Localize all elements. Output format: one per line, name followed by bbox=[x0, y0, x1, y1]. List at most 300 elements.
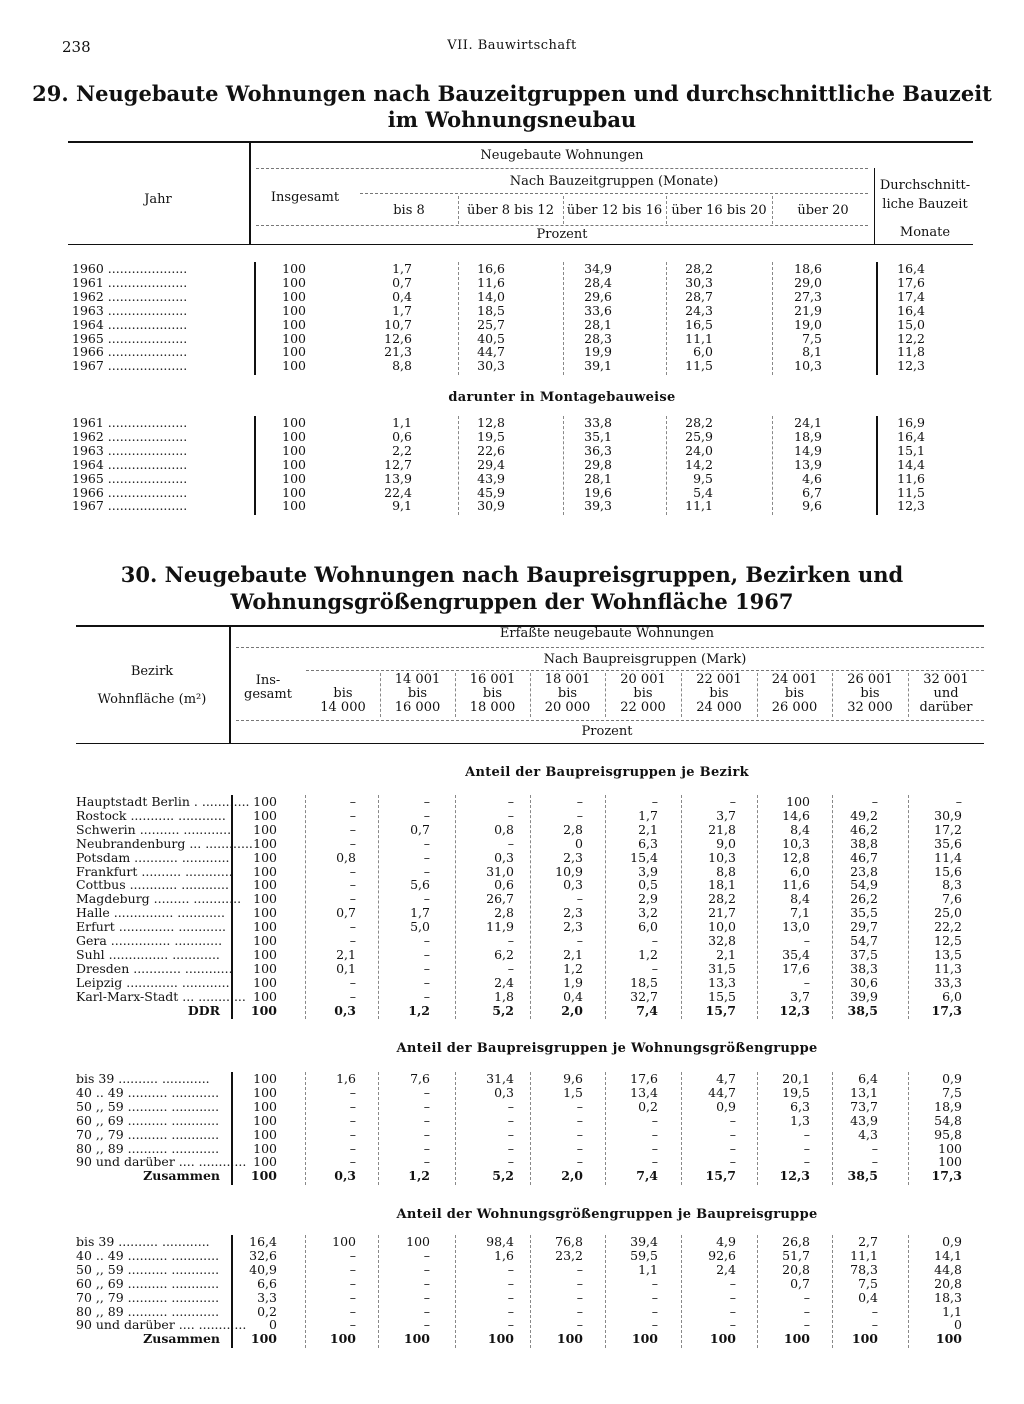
table29-montage-row-label: 1966 .................... bbox=[72, 484, 188, 500]
table30-groesse-cell: – bbox=[349, 1112, 356, 1128]
table30-anteil-cell: 18,3 bbox=[934, 1289, 962, 1305]
table30-bezirk-cell: – bbox=[576, 891, 583, 907]
table30-anteil-cell: 2,7 bbox=[858, 1234, 878, 1249]
table30-anteil-cell: – bbox=[349, 1261, 356, 1277]
table30-anteil-cell: 1,6 bbox=[494, 1247, 514, 1263]
table30-groesse-cell: – bbox=[349, 1140, 356, 1156]
table30-bezirk-cell: – bbox=[349, 863, 356, 879]
table29-montage-cell: 4,6 bbox=[802, 470, 822, 486]
table30-groesse-total-cell: 15,7 bbox=[705, 1168, 736, 1184]
table30-bezirk-cell: 3,7 bbox=[716, 807, 736, 823]
table29-montage-cell: 18,9 bbox=[794, 428, 822, 444]
table30-bezirk-cell: 2,3 bbox=[563, 849, 583, 865]
table30-bezirk-cell: 13,3 bbox=[708, 974, 736, 990]
table30-bezirk-cell: 46,7 bbox=[850, 849, 878, 865]
table30-anteil-cell: 76,8 bbox=[555, 1234, 583, 1249]
table30-bezirk-cell: 0,8 bbox=[494, 821, 514, 837]
table29-montage-cell: 100 bbox=[282, 428, 306, 444]
table30-bezirk-cell: 0,4 bbox=[563, 988, 583, 1004]
table29-all-row-label: 1962 .................... bbox=[72, 288, 188, 304]
table30-bezirk-cell: 100 bbox=[253, 919, 277, 935]
table30-groesse-cell: – bbox=[423, 1084, 430, 1100]
table30-anteil-separator bbox=[605, 1235, 606, 1348]
table30-bezirk-cell: – bbox=[349, 891, 356, 907]
table30-bezirk-cell: 0,3 bbox=[563, 877, 583, 893]
table29-montage-cell: 12,7 bbox=[384, 456, 412, 472]
table30-bezirk-cell: 100 bbox=[253, 946, 277, 962]
table30-anteil-cell: – bbox=[423, 1275, 430, 1291]
table29-montage-cell: 22,4 bbox=[384, 484, 412, 500]
table30-price-col-header: 16 000 bbox=[394, 700, 441, 715]
table30-bezirk-cell: – bbox=[507, 807, 514, 823]
table30-bezirk-cell: 38,8 bbox=[850, 835, 878, 851]
table30-anteil-cell: 92,6 bbox=[708, 1247, 736, 1263]
table29-all-cell: 28,2 bbox=[685, 261, 713, 276]
table30-anteil-row-label: 50 ,, 59 .......... ............ bbox=[76, 1261, 220, 1277]
table30-groesse-cell: – bbox=[507, 1112, 514, 1128]
table30-bezirk-cell: 1,9 bbox=[563, 974, 583, 990]
table30-title-line2: Wohnungsgrößengruppen der Wohnfläche 1967 bbox=[230, 589, 794, 614]
table30-bezirk-cell: 8,4 bbox=[790, 891, 810, 907]
table29-montage-cell: 24,0 bbox=[685, 442, 713, 458]
table29-all-cell: 10,3 bbox=[794, 358, 822, 374]
table29-col-8-12: über 8 bis 12 bbox=[467, 203, 554, 218]
table30-bezirk-cell: 2,1 bbox=[563, 946, 583, 962]
table30-anteil-cell: 0,2 bbox=[257, 1303, 277, 1319]
table30-price-col-header: 24 001 bbox=[771, 672, 818, 687]
table30-anteil-cell: – bbox=[729, 1275, 736, 1291]
table30-anteil-total-cell: 100 bbox=[631, 1331, 658, 1347]
table30-groesse-total-cell: 0,3 bbox=[334, 1168, 356, 1184]
table29-all-cell: 100 bbox=[282, 358, 306, 374]
table30-anteil-cell: – bbox=[349, 1303, 356, 1319]
table30-bezirk-cell: – bbox=[423, 794, 430, 809]
table30-anteil-cell: – bbox=[871, 1303, 878, 1319]
table30-anteil-cell: 20,8 bbox=[934, 1275, 962, 1291]
table30-price-col-header: bis bbox=[633, 686, 653, 701]
table30-groesse-cell: – bbox=[651, 1154, 658, 1170]
table30-bezirk-cell: 0,7 bbox=[410, 821, 430, 837]
table30-anteil-cell: 98,4 bbox=[486, 1234, 514, 1249]
table29-all-cell: 34,9 bbox=[584, 261, 612, 276]
table30-bezirk-cell: 6,3 bbox=[638, 835, 658, 851]
table30-bezirk-cell: 2,1 bbox=[716, 946, 736, 962]
table30-bezirk-cell: 100 bbox=[253, 891, 277, 907]
table30-bezirk-total-label: DDR bbox=[187, 1002, 220, 1018]
table30-bezirk-cell: – bbox=[507, 794, 514, 809]
table30-groesse-cell: – bbox=[423, 1098, 430, 1114]
table29-all-cell: 12,6 bbox=[384, 330, 412, 346]
table30-price-col-header: 14 000 bbox=[320, 700, 366, 715]
table29-montage-cell: 19,5 bbox=[477, 428, 505, 444]
table30-bezirk-row-label: Gera ............... ............ bbox=[76, 933, 223, 948]
table30-bezirk-cell: – bbox=[349, 794, 356, 809]
table30-bezirk-cell: 2,3 bbox=[563, 919, 583, 935]
table30-bezirk-cell: 100 bbox=[253, 794, 277, 809]
table29-all-cell: 100 bbox=[282, 330, 306, 346]
table30-bezirk-row-label: Hauptstadt Berlin . ............ bbox=[76, 794, 250, 809]
table29-all-cell: 100 bbox=[282, 302, 306, 318]
table30-groesse-cell: 95,8 bbox=[934, 1126, 962, 1142]
table29-all-separator bbox=[563, 262, 564, 375]
table30-groesse-cell: 13,1 bbox=[850, 1084, 878, 1100]
table30-bezirk-cell: 25,0 bbox=[934, 905, 962, 921]
table30-bezirk-cell: – bbox=[349, 988, 356, 1004]
table30-bezirk-cell: 6,0 bbox=[638, 919, 658, 935]
table30-price-col-header: darüber bbox=[919, 700, 973, 715]
table30-groesse-cell: – bbox=[576, 1140, 583, 1156]
table29-montage-separator bbox=[772, 416, 773, 515]
table30-anteil-cell: – bbox=[507, 1289, 514, 1305]
table30-groesse-separator bbox=[455, 1072, 456, 1185]
table29-montage-cell: 16,9 bbox=[897, 415, 925, 430]
table29-title-line2: im Wohnungsneubau bbox=[387, 107, 637, 132]
table30-anteil-cell: 14,1 bbox=[934, 1247, 962, 1263]
table30-groesse-cell: – bbox=[349, 1084, 356, 1100]
table30-section-anteil-groesse: Anteil der Wohnungsgrößengruppen je Baupreisgruppe bbox=[396, 1207, 818, 1222]
table30-anteil-total-cell: 100 bbox=[487, 1331, 514, 1347]
table29-unit-monate: Monate bbox=[899, 225, 951, 240]
table30-groesse-separator bbox=[605, 1072, 606, 1185]
table30-groesse-total-cell: 1,2 bbox=[408, 1168, 430, 1184]
table30-anteil-cell: 0,9 bbox=[942, 1234, 962, 1249]
table30-bezirk-cell: 100 bbox=[786, 794, 810, 809]
table30-groesse-row-label: 70 ,, 79 .......... ............ bbox=[76, 1126, 220, 1142]
table30-price-col-header: 14 001 bbox=[394, 672, 441, 687]
table30-bezirk-cell: 31,0 bbox=[486, 863, 514, 879]
table30-bezirk-cell: 1,2 bbox=[638, 946, 658, 962]
table30-bezirk-cell: 46,2 bbox=[850, 821, 878, 837]
table30-bezirk-separator bbox=[757, 795, 758, 1019]
table30-bezirk-cell: – bbox=[349, 807, 356, 823]
table30-price-col-header: bis bbox=[557, 686, 578, 701]
table30-bezirk-separator bbox=[530, 795, 531, 1019]
table30-groesse-cell: – bbox=[729, 1112, 736, 1128]
table29-montage-cell: 16,4 bbox=[897, 428, 925, 444]
table30-bezirk-cell: 8,8 bbox=[716, 863, 736, 879]
table30-groesse-cell: 0,2 bbox=[638, 1098, 658, 1114]
table30-bezirk-cell: – bbox=[871, 794, 878, 809]
table29-montage-cell: 19,6 bbox=[584, 484, 612, 500]
table30-groesse-total-cell: 17,3 bbox=[931, 1168, 962, 1184]
table29-montage-cell: 14,4 bbox=[897, 456, 925, 472]
table29-montage-cell: 29,8 bbox=[584, 456, 612, 472]
table29-all-row-label: 1965 .................... bbox=[72, 330, 188, 346]
table30-anteil-cell: – bbox=[576, 1261, 583, 1277]
table30-bezirk-total-cell: 15,7 bbox=[705, 1002, 736, 1018]
table29-all-cell: 0,7 bbox=[392, 274, 412, 290]
table30-bezirk-cell: 10,3 bbox=[782, 835, 810, 851]
table30-groesse-cell: 1,3 bbox=[790, 1112, 810, 1128]
table30-bezirk-cell: 11,6 bbox=[782, 877, 810, 893]
table29-all-row-label: 1967 .................... bbox=[72, 358, 188, 374]
table30-groesse-separator bbox=[757, 1072, 758, 1185]
table30-anteil-cell: 100 bbox=[332, 1234, 356, 1249]
table30-bezirk-row-label: Halle ............... ............ bbox=[76, 905, 225, 921]
table29-all-cell: 12,2 bbox=[897, 330, 925, 346]
table30-anteil-separator bbox=[757, 1235, 758, 1348]
table30-anteil-separator bbox=[530, 1235, 531, 1348]
table30-groesse-cell: – bbox=[423, 1140, 430, 1156]
table30-anteil-row-label: 90 und darüber .... ............ bbox=[76, 1317, 247, 1333]
table30-bezirk-cell: – bbox=[576, 933, 583, 948]
table30-anteil-cell: – bbox=[507, 1275, 514, 1291]
table30-bezirk-row-label: Karl-Marx-Stadt ... ............ bbox=[76, 988, 246, 1004]
table30-groesse-row-label: 40 .. 49 .......... ............ bbox=[76, 1084, 220, 1100]
table30-price-col-header: 20 001 bbox=[620, 672, 666, 687]
table29-all-cell: 11,1 bbox=[685, 330, 713, 346]
table30-bezirk-total-cell: 12,3 bbox=[779, 1002, 810, 1018]
table30-anteil-cell: 39,4 bbox=[630, 1234, 658, 1249]
table30-bezirk-cell: 35,4 bbox=[782, 946, 810, 962]
table29-all-cell: 100 bbox=[282, 344, 306, 360]
table30-anteil-total-cell: 100 bbox=[403, 1331, 430, 1347]
table30-groesse-cell: – bbox=[576, 1154, 583, 1170]
table30-bezirk-cell: 13,0 bbox=[782, 919, 810, 935]
table30-bezirk-separator bbox=[605, 795, 606, 1019]
table30-anteil-cell: 3,3 bbox=[257, 1289, 277, 1305]
table30-anteil-cell: 44,8 bbox=[934, 1261, 962, 1277]
table30-bezirk-cell: – bbox=[507, 960, 514, 976]
table30-bezirk-cell: 23,8 bbox=[850, 863, 878, 879]
table30-bezirk-cell: 7,6 bbox=[942, 891, 962, 907]
table29-title-line1: 29. Neugebaute Wohnungen nach Bauzeitgruppen und durchschnittliche Bauzeit bbox=[32, 81, 992, 106]
table30-bezirk-cell: 5,6 bbox=[410, 877, 430, 893]
table30-price-col-header: bis bbox=[709, 686, 729, 701]
table30-groesse-cell: – bbox=[651, 1126, 658, 1142]
table30-groesse-row-label: bis 39 .......... ............ bbox=[76, 1071, 210, 1086]
table30-bezirk-cell: – bbox=[423, 849, 430, 865]
table29-montage-cell: 24,1 bbox=[794, 415, 822, 430]
table29-header-neugebaute: Neugebaute Wohnungen bbox=[480, 148, 644, 163]
table29-montage-row-label: 1961 .................... bbox=[72, 415, 188, 430]
table29-all-cell: 12,3 bbox=[897, 358, 925, 374]
table30-bezirk-cell: 10,9 bbox=[555, 863, 583, 879]
table30-bezirk-separator bbox=[378, 795, 379, 1019]
table30-price-col-header: 18 000 bbox=[469, 700, 516, 715]
table30-bezirk-cell: 11,3 bbox=[934, 960, 962, 976]
table30-bezirk-cell: 8,4 bbox=[790, 821, 810, 837]
table30-groesse-cell: – bbox=[729, 1140, 736, 1156]
table29-montage-cell: 22,6 bbox=[477, 442, 505, 458]
table29-montage-cell: 14,2 bbox=[685, 456, 713, 472]
table30-bezirk-cell: 0,3 bbox=[494, 849, 514, 865]
table29-all-cell: 21,3 bbox=[384, 344, 412, 360]
table30-bezirk-separator bbox=[305, 795, 306, 1019]
table30-bezirk-cell: 2,1 bbox=[336, 946, 356, 962]
table30-groesse-cell: – bbox=[423, 1112, 430, 1128]
table30-bezirk-cell: 15,4 bbox=[630, 849, 658, 865]
table29-col-durchschnitt-1: Durchschnitt- bbox=[879, 178, 971, 193]
table30-bezirk-cell: 21,7 bbox=[708, 905, 736, 921]
table30-bezirk-cell: – bbox=[349, 821, 356, 837]
table30-groesse-cell: 100 bbox=[938, 1140, 962, 1156]
table30-bezirk-cell: 2,9 bbox=[638, 891, 658, 907]
table29-montage-separator bbox=[666, 416, 667, 515]
table30-groesse-cell: 54,8 bbox=[934, 1112, 962, 1128]
table30-anteil-cell: – bbox=[507, 1261, 514, 1277]
table30-bezirk-cell: 30,6 bbox=[850, 974, 878, 990]
table30-bezirk-cell: 7,1 bbox=[790, 905, 810, 921]
table29-all-cell: 1,7 bbox=[392, 302, 412, 318]
table29-all-cell: 14,0 bbox=[477, 288, 505, 304]
table29-col-insgesamt: Insgesamt bbox=[270, 190, 340, 205]
table30-anteil-separator bbox=[378, 1235, 379, 1348]
table30-anteil-total-cell: 100 bbox=[783, 1331, 810, 1347]
table30-anteil-separator bbox=[305, 1235, 306, 1348]
table30-bezirk-cell: 100 bbox=[253, 933, 277, 948]
table30-bezirk-cell: – bbox=[423, 835, 430, 851]
table29-montage-cell: 12,3 bbox=[897, 498, 925, 514]
table30-groesse-cell: 100 bbox=[938, 1154, 962, 1170]
table30-bezirk-cell: 0,5 bbox=[638, 877, 658, 893]
table30-bezirk-cell: 11,9 bbox=[486, 919, 514, 935]
table30-anteil-row-label: 80 ,, 89 .......... ............ bbox=[76, 1303, 220, 1319]
table30-bezirk-cell: 38,3 bbox=[850, 960, 878, 976]
table29-header-bauzeitgruppen: Nach Bauzeitgruppen (Monate) bbox=[509, 174, 719, 189]
table30-anteil-cell: – bbox=[803, 1289, 810, 1305]
table30-groesse-total-label: Zusammen bbox=[143, 1168, 220, 1184]
table29-montage-cell: 100 bbox=[282, 415, 306, 430]
table30-bezirk-separator bbox=[681, 795, 682, 1019]
table30-groesse-cell: 0,3 bbox=[494, 1084, 514, 1100]
table30-groesse-cell: 100 bbox=[253, 1112, 277, 1128]
table29-col-16-20: über 16 bis 20 bbox=[671, 203, 767, 218]
table30-bezirk-cell: 13,5 bbox=[934, 946, 962, 962]
table30-bezirk-cell: 1,2 bbox=[563, 960, 583, 976]
table30-anteil-total-cell: 100 bbox=[556, 1331, 583, 1347]
table30-anteil-cell: 59,5 bbox=[630, 1247, 658, 1263]
table29-montage-separator bbox=[563, 416, 564, 515]
table30-groesse-row-label: 80 ,, 89 .......... ............ bbox=[76, 1140, 220, 1156]
table30-bezirk-cell: 39,9 bbox=[850, 988, 878, 1004]
table30-bezirk-cell: 17,6 bbox=[782, 960, 810, 976]
table29-all-cell: 30,3 bbox=[685, 274, 713, 290]
table29-montage-cell: 28,1 bbox=[584, 470, 612, 486]
table30-bezirk-cell: 17,2 bbox=[934, 821, 962, 837]
table30-anteil-cell: 78,3 bbox=[850, 1261, 878, 1277]
table30-groesse-cell: – bbox=[729, 1154, 736, 1170]
table29-montage-row-label: 1965 .................... bbox=[72, 470, 188, 486]
table30-bezirk-total-cell: 100 bbox=[250, 1002, 277, 1018]
table30-groesse-cell: 19,5 bbox=[782, 1084, 810, 1100]
table30-bezirk-cell: 18,5 bbox=[630, 974, 658, 990]
table30-bezirk-cell: 15,5 bbox=[708, 988, 736, 1004]
table29-all-cell: 29,0 bbox=[794, 274, 822, 290]
table30-anteil-cell: 1,1 bbox=[638, 1261, 658, 1277]
table29-montage-cell: 100 bbox=[282, 470, 306, 486]
table30-bezirk-cell: – bbox=[423, 863, 430, 879]
table29-montage-cell: 30,9 bbox=[477, 498, 505, 514]
table30-groesse-cell: – bbox=[423, 1126, 430, 1142]
table29-all-cell: 0,4 bbox=[392, 288, 412, 304]
table30-groesse-cell: – bbox=[349, 1154, 356, 1170]
table30-anteil-cell: 26,8 bbox=[782, 1234, 810, 1249]
table29-all-cell: 18,6 bbox=[794, 261, 822, 276]
table29-all-cell: 100 bbox=[282, 261, 306, 276]
table29-all-cell: 100 bbox=[282, 274, 306, 290]
table30-groesse-cell: – bbox=[349, 1126, 356, 1142]
table30-groesse-cell: 100 bbox=[253, 1098, 277, 1114]
table30-bezirk-cell: 0,6 bbox=[494, 877, 514, 893]
table29-all-cell: 17,6 bbox=[897, 274, 925, 290]
table30-anteil-separator bbox=[681, 1235, 682, 1348]
table30-groesse-cell: 1,6 bbox=[336, 1071, 356, 1086]
table29-col-durchschnitt-2: liche Bauzeit bbox=[882, 197, 968, 212]
table30-groesse-cell: 7,6 bbox=[410, 1071, 430, 1086]
table30-anteil-row-label: bis 39 .......... ............ bbox=[76, 1234, 210, 1249]
table30-groesse-total-cell: 38,5 bbox=[847, 1168, 878, 1184]
table30-bezirk-cell: 12,5 bbox=[934, 933, 962, 948]
table30-bezirk-cell: 0,8 bbox=[336, 849, 356, 865]
table30-bezirk-cell: 0,7 bbox=[336, 905, 356, 921]
table30-anteil-cell: 0 bbox=[954, 1317, 962, 1333]
table29-col-ueber20: über 20 bbox=[797, 203, 849, 218]
table29-all-cell: 11,6 bbox=[477, 274, 505, 290]
table30-price-col-header: 32 000 bbox=[847, 700, 893, 715]
table30-section-bezirk: Anteil der Baupreisgruppen je Bezirk bbox=[465, 765, 749, 780]
table30-groesse-cell: 0,9 bbox=[716, 1098, 736, 1114]
table30-section-groesse: Anteil der Baupreisgruppen je Wohnungsgrößengruppe bbox=[396, 1041, 818, 1056]
table30-bezirk-row-label: Neubrandenburg ... ............ bbox=[76, 835, 253, 851]
table30-anteil-cell: – bbox=[651, 1289, 658, 1305]
table30-bezirk-cell: 100 bbox=[253, 960, 277, 976]
table29-all-cell: 29,6 bbox=[584, 288, 612, 304]
table30-bezirk-cell: 31,5 bbox=[708, 960, 736, 976]
table30-price-col-header: bis bbox=[784, 686, 805, 701]
table30-anteil-cell: – bbox=[576, 1317, 583, 1333]
table29-montage-cell: 1,1 bbox=[392, 415, 412, 430]
table29-montage-cell: 100 bbox=[282, 484, 306, 500]
table29-montage-cell: 36,3 bbox=[584, 442, 612, 458]
table29-montage-cell: 5,4 bbox=[693, 484, 713, 500]
table30-anteil-cell: – bbox=[423, 1247, 430, 1263]
table30-bezirk-separator bbox=[908, 795, 909, 1019]
table30-price-col-header: bis bbox=[860, 686, 880, 701]
table30-anteil-cell: – bbox=[576, 1275, 583, 1291]
table30-bezirk-cell: 15,6 bbox=[934, 863, 962, 879]
table29-montage-row-label: 1967 .................... bbox=[72, 498, 188, 514]
table30-groesse-cell: – bbox=[576, 1098, 583, 1114]
table30-anteil-cell: 7,5 bbox=[858, 1275, 878, 1291]
table30-bezirk-row-label: Erfurt .............. ............ bbox=[76, 919, 227, 935]
table30-groesse-cell: 7,5 bbox=[942, 1084, 962, 1100]
table30-groesse-cell: 31,4 bbox=[486, 1071, 514, 1086]
table30-anteil-row-label: 70 ,, 79 .......... ............ bbox=[76, 1289, 220, 1305]
table29-montage-cell: 11,6 bbox=[897, 470, 925, 486]
table29-all-cell: 24,3 bbox=[685, 302, 713, 318]
table30-bezirk-cell: 18,1 bbox=[708, 877, 736, 893]
table30-anteil-cell: 0,7 bbox=[790, 1275, 810, 1291]
table29-all-cell: 40,5 bbox=[477, 330, 505, 346]
table29-montage-cell: 29,4 bbox=[477, 456, 505, 472]
table30-groesse-separator bbox=[681, 1072, 682, 1185]
table30-unit-prozent: Prozent bbox=[581, 724, 633, 739]
table30-bezirk-cell: – bbox=[507, 835, 514, 851]
table29-all-cell: 18,5 bbox=[477, 302, 505, 318]
table30-price-col-header: 18 001 bbox=[544, 672, 591, 687]
table30-bezirk-cell: 0 bbox=[575, 835, 583, 851]
table30-col-insg-2: gesamt bbox=[244, 687, 292, 702]
table30-bezirk-cell: – bbox=[729, 794, 736, 809]
table30-anteil-cell: 40,9 bbox=[249, 1261, 277, 1277]
table30-bezirk-cell: – bbox=[349, 974, 356, 990]
table30-bezirk-row-label: Potsdam ........... ............ bbox=[76, 849, 230, 865]
table30-bezirk-cell: 1,8 bbox=[494, 988, 514, 1004]
table30-title-line1: 30. Neugebaute Wohnungen nach Baupreisgruppen, Bezirken und bbox=[120, 562, 904, 587]
table29-montage-cell: 100 bbox=[282, 456, 306, 472]
table30-bezirk-cell: 100 bbox=[253, 988, 277, 1004]
